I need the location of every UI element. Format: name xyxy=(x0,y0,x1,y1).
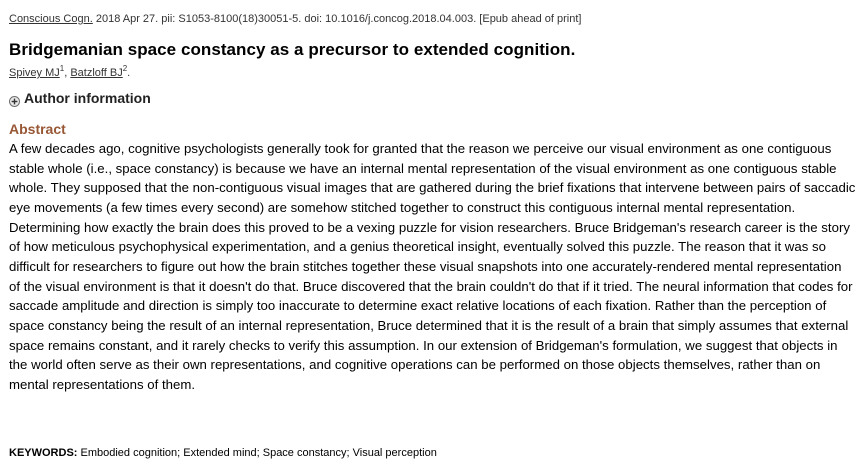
author-information-toggle[interactable] xyxy=(9,89,856,107)
author-link-batzloff[interactable]: Batzloff BJ xyxy=(70,67,123,79)
keywords-label: KEYWORDS: xyxy=(9,447,78,459)
keywords-line xyxy=(9,446,437,461)
plus-circle-icon[interactable] xyxy=(9,93,20,104)
author-information-label[interactable]: Author information xyxy=(24,90,151,106)
plus-circle-icon-graphic xyxy=(9,96,20,107)
author-separator: . xyxy=(127,67,131,79)
author-list xyxy=(9,66,856,81)
author-link-spivey[interactable]: Spivey MJ xyxy=(9,67,60,79)
author-separator: , xyxy=(64,67,71,79)
author-affiliation-marker: 1 xyxy=(59,64,65,73)
citation-details: 2018 Apr 27. pii: S1053-8100(18)30051-5. doi: 10.1016/j.concog.2018.04.003. [Epub ahead of print] xyxy=(92,13,582,25)
abstract-heading: Abstract xyxy=(9,121,66,137)
author-affiliation-marker: 2 xyxy=(122,64,128,73)
article-title: Bridgemanian space constancy as a precursor to extended cognition. xyxy=(9,40,576,59)
journal-link[interactable]: Conscious Cogn. xyxy=(9,13,93,25)
citation-line xyxy=(9,12,856,26)
abstract-text: A few decades ago, cognitive psychologists generally took for granted that the reason we perceive our visual environment as one contiguous stable whole (i.e., space constancy) is because we have an internal mental representation of the visual environment as one contiguous stable whole. They supposed that the non-contiguous visual images that are gathered during the brief fixations that intervene between pairs of saccadic eye movements (a few times every second) are somehow stitched together to construct this contiguous internal mental representation. Determining how exactly the brain does this proved to be a vexing puzzle for vision researchers. Bruce Bridgeman's research career is the story of how meticulous psychophysical experimentation, and a genius theoretical insight, eventually solved this puzzle. The reason that it was so difficult for researchers to figure out how the brain stitches together these visual snapshots into one accurately-rendered mental representation of the visual environment is that it doesn't do that. Bruce discovered that the brain couldn't do that if it tried. The neural information that codes for saccade amplitude and direction is simply too inaccurate to determine exact relative locations of each fixation. Rather than the perception of space constancy being the result of an internal representation, Bruce determined that it is the result of a brain that simply assumes that external space remains constant, and it rarely checks to verify this assumption. In our extension of Bridgeman's formulation, we suggest that objects in the world often serve as their own representations, and cognitive operations can be performed on those objects themselves, rather than on mental representations of them. xyxy=(9,141,856,392)
keywords-value: Embodied cognition; Extended mind; Space constancy; Visual perception xyxy=(77,447,437,459)
